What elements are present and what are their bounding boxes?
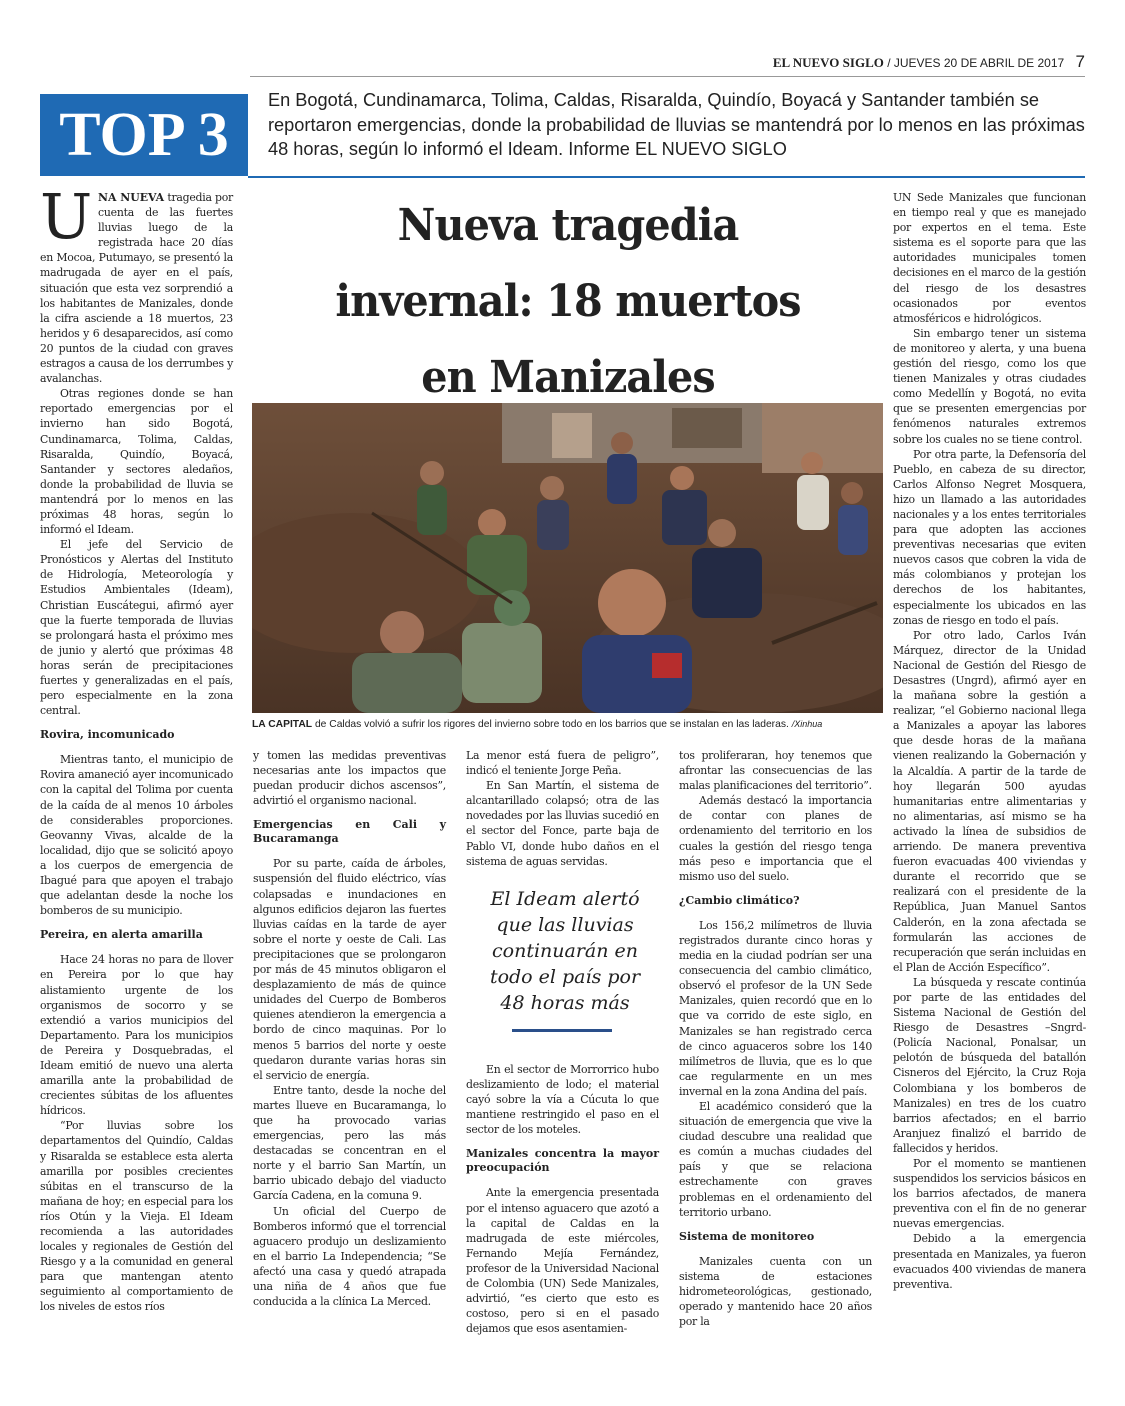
paragraph: Otras regiones donde se han reportado emergencias por el invierno han sido Bogotá, Cundinamarca, Tolima, Caldas, Risaralda, Quindío, Boyacá, Santander y sectores aledaños, donde la probabilidad de lluvia se mantendrá por lo menos en las próximas 48 horas, según lo informó el Ideam. <box>40 387 233 537</box>
paragraph: y tomen las medidas preventivas necesarias ante los impactos que puedan producir dichos ascensos”, advirtió el organismo nacional. <box>253 749 446 808</box>
top3-underline <box>248 176 1085 178</box>
publication-name: EL NUEVO SIGLO <box>772 55 884 70</box>
header-rule <box>250 76 1085 77</box>
subheading: Emergencias en Cali y Bucaramanga <box>253 818 446 846</box>
paragraph: El académico consideró que la situación de emergencia que vive la ciudad descubre una realidad que es común a muchas ciudades del país y que se relaciona estrechamente con graves problemas en el ordenamiento del territorio urbano. <box>679 1099 872 1219</box>
subheading: Manizales concentra la mayor preocupación <box>466 1147 659 1175</box>
top3-badge: TOP 3 <box>40 94 248 176</box>
paragraph: Por otro lado, Carlos Iván Márquez, director de la Unidad Nacional de Gestión del Riesgo de Desastres (Ungrd), afirmó ayer en la mañana sobre la gestión a realizar, “el Gobierno nacional llega a Manizales a apoyar las labores que desde horas de la mañana vienen realizando la Gobernación y la Alcaldía. A partir de la tarde de hoy llegarán 500 ayudas humanitarias entre alimentarias y no alimentarias, así mismo se ha activado la línea de subsidios de arriendo. De manera preventiva fueron evacuadas 400 viviendas y durante el recorrido que se realizará con el presidente de la República, Juan Manuel Santos Calderón, en la zona afectada se formularán las acciones de recuperación que serán incluidas en el Plan de Acción Específico”. <box>893 628 1086 974</box>
headline-line-2: invernal: 18 muertos <box>335 276 801 327</box>
paragraph: Por el momento se mantienen suspendidos los servicios básicos en los barrios afectados, de manera preventiva con el fin de no generar nuevas emergencias. <box>893 1157 1086 1231</box>
paragraph: Los 156,2 milímetros de lluvia registrados durante cinco horas y media en la ciudad podrían ser una consecuencia del cambio climático, observó el profesor de la UN Sede Manizales, quien recordó que en lo que va corrido de este siglo, en Manizales se han registrado cerca de cinco aguaceros sobre los 140 milímetros de lluvia, que es lo que cae regularmente en un mes invernal en la zona Andina del país. <box>679 918 872 1098</box>
article-column-3 <box>466 748 659 869</box>
paragraph: En San Martín, el sistema de alcantarillado colapsó; otra de las novedades por las lluvias sucedió en el sector del Fonce, parte baja de Pablo VI, donde hubo daños en el sistema de aguas servidas. <box>466 779 659 868</box>
paragraph-text: tragedia por cuenta de las fuertes lluvias luego de la registrada hace 20 días en Mocoa, Putumayo, se presentó la madrugada de ayer en el país, situación que esta vez sorprendió a los habitantes de Manizales, donde la cifra asciende a 18 muertos, 23 heridos y 6 desaparecidos, así como 20 puntos de la ciudad con graves estragos a causa de los derrumbes y avalanchas. <box>40 191 233 386</box>
article-column-4 <box>679 748 872 1329</box>
news-photo <box>252 403 883 713</box>
paragraph <box>40 180 233 386</box>
paragraph: Manizales cuenta con un sistema de estaciones hidrometeorológicas, gestionado, operado y mantenido hace 20 años por la <box>679 1254 872 1329</box>
article-column-5 <box>893 190 1086 1292</box>
caption-lead: LA CAPITAL <box>252 719 313 730</box>
page-number: 7 <box>1075 52 1085 71</box>
paragraph: En el sector de Morrorrico hubo deslizamiento de lodo; el material cayó sobre la vía a Cúcuta lo que mantiene restringido el paso en el sector de los moteles. <box>466 1063 659 1137</box>
pull-quote: El Ideam alertó que las lluvias continuarán en todo el país por 48 horas más <box>489 888 641 1014</box>
caption-text: de Caldas volvió a sufrir los rigores del invierno sobre todo en los barrios que se instalan en las laderas. <box>314 719 789 730</box>
paragraph: Hace 24 horas no para de llover en Pereira por lo que hay alistamiento urgente de los organismos de socorro y se extendió a varios municipios del Departamento. Para los municipios de Pereira y Dosquebradas, el Ideam emitió de nuevo una alerta amarilla ante la probabilidad de crecientes súbitas de los afluentes hídricos. <box>40 953 233 1118</box>
paragraph: “Por lluvias sobre los departamentos del Quindío, Caldas y Risaralda se establece esta alerta amarilla por posibles crecientes súbitas en el transcurso de la mañana de hoy; en especial para los ríos Otún y la Vieja. El Ideam recomienda a las autoridades locales y regionales de Gestión del Riesgo y a la comunidad en general para que mantengan atento seguimiento al comportamiento de los niveles de estos ríos <box>40 1119 233 1314</box>
lead-in: NA NUEVA <box>98 191 165 204</box>
paragraph: Por otra parte, la Defensoría del Pueblo, en cabeza de su director, Carlos Alfonso Negret Mosquera, hizo un llamado a las autoridades nacionales y a los entes territoriales para que adopten las acciones preventivas necesarias que eviten nuevos casos que cobren la vida de más colombianos y protejan los derechos de los habitantes, especialmente los ubicados en las zonas de riesgo en todo el país. <box>893 447 1086 627</box>
article-column-3-continued <box>466 1062 659 1336</box>
paragraph: Mientras tanto, el municipio de Rovira amaneció ayer incomunicado con la capital del Tolima por cuenta de la caída de al menos 10 árboles de considerables proporciones. Geovanny Vivas, alcalde de la localidad, dijo que se solicitó apoyo a los cuerpos de emergencia de Ibagué para que apoyen el trabajo que adelantan desde la noche los bomberos de su municipio. <box>40 753 233 918</box>
paragraph: Entre tanto, desde la noche del martes llueve en Bucaramanga, lo que ha provocado varias emergencias, pero las más destacadas se concentran en el norte y el barrio San Martín, un barrio ubicado debajo del viaducto García Cadena, en la comuna 9. <box>253 1083 446 1203</box>
caption-credit: /Xinhua <box>791 719 823 729</box>
paragraph: UN Sede Manizales que funcionan en tiempo real y que es manejado por expertos en el tema. Este sistema es el soporte para que las autoridades municipales tomen decisiones en el marco de la gestión del riesgo de los desastres ocasionados por eventos atmosféricos e hidrológicos. <box>893 191 1086 325</box>
paragraph: Además destacó la importancia de contar con planes de ordenamiento del territorio en los cuales la gestión del riesgo tenga más peso e importancia que el mismo uso del suelo. <box>679 794 872 883</box>
article-headline <box>271 188 865 416</box>
headline-line-3: en Manizales <box>421 352 715 403</box>
subheading: Pereira, en alerta amarilla <box>40 928 203 942</box>
paragraph: La búsqueda y rescate continúa por parte de las entidades del Sistema Nacional de Gestión del Riesgo de Desastres –Sngrd- (Policía Nacional, Ponalsar, un pelotón de búsqueda del batallón Cisneros del Ejército, la Cruz Roja Colombiana y los bomberos de Manizales) en tres de los cuatro barrios afectados; en el barrio Aranjuez finalizó el barrido de fallecidos y heridos. <box>893 975 1086 1155</box>
article-column-2 <box>253 748 446 1309</box>
paragraph: tos proliferaran, hoy tenemos que afrontar las consecuencias de las malas planificaciones del territorio”. <box>679 749 872 793</box>
photo-caption <box>252 719 892 730</box>
paragraph: Sin embargo tener un sistema de monitoreo y alerta, y una buena gestión del riesgo, como los que tienen Manizales y otras ciudades como Medellín y Bogotá, no evita que se presenten emergencias por fenómenos naturales extremos sobre los cuales no se tiene control. <box>893 326 1086 446</box>
page-header <box>773 52 1085 72</box>
subheading: Rovira, incomunicado <box>40 728 175 742</box>
paragraph: El jefe del Servicio de Pronósticos y Alertas del Instituto de Hidrología, Meteorología y Estudios Ambientales (Ideam), Christian Euscátegui, afirmó ayer que la fuerte temporada de lluvias se prolongará hasta el próximo mes de junio y alertó que próximas 48 horas serán de precipitaciones fuertes y generalizadas en el país, pero especialmente en la zona central. <box>40 538 233 718</box>
paragraph: Debido a la emergencia presentada en Manizales, ya fueron evacuados 400 viviendas de manera preventiva. <box>893 1232 1086 1291</box>
publication-date: / JUEVES 20 DE ABRIL DE 2017 <box>887 56 1065 70</box>
rescue-scene-image <box>252 403 883 713</box>
paragraph: La menor está fuera de peligro”, indicó el teniente Jorge Peña. <box>466 749 659 778</box>
paragraph: Un oficial del Cuerpo de Bomberos informó que el torrencial aguacero produjo un deslizamiento en el barrio La Independencia; “Se afectó una casa y quedó atrapada una niña de 4 años que fue conducida a la clínica La Merced. <box>253 1204 446 1309</box>
pull-quote-rule <box>512 1029 612 1032</box>
drop-cap: U <box>40 180 93 253</box>
headline-line-1: Nueva tragedia <box>397 200 739 251</box>
paragraph: Ante la emergencia presentada por el intenso aguacero que azotó a la capital de Caldas en la madrugada de este miércoles, Fernando Mejía Fernández, profesor de la Universidad Nacional de Colombia (UN) Sede Manizales, advirtió, “es cierto que esto es costoso, pero si en el pasado dejamos que esos asentamien- <box>466 1186 659 1336</box>
subheading: Sistema de monitoreo <box>679 1229 815 1243</box>
paragraph: Por su parte, caída de árboles, suspensión del fluido eléctrico, vías colapsadas e inundaciones en algunos edificios dejaron las fuertes lluvias caídas en la tarde de ayer sobre el norte y oeste de Cali. Las precipitaciones que se prolongaron por más de 45 minutos obligaron el desplazamiento de más de quince unidades del Cuerpo de Bomberos quienes atendieron la emergencia a bordo de cinco maquinas. Por lo menos 5 barrios del norte y oeste quedaron durante varias horas sin el servicio de energía. <box>253 857 446 1082</box>
article-column-1 <box>40 180 233 1315</box>
subheading: ¿Cambio climático? <box>679 893 800 907</box>
top3-deck: En Bogotá, Cundinamarca, Tolima, Caldas, Risaralda, Quindío, Boyacá y Santander también se reportaron emergencias, donde la probabilidad de lluvias se mantendrá por lo menos en las próximas 48 horas, según lo informó el Ideam. Informe EL NUEVO SIGLO <box>268 90 1085 159</box>
